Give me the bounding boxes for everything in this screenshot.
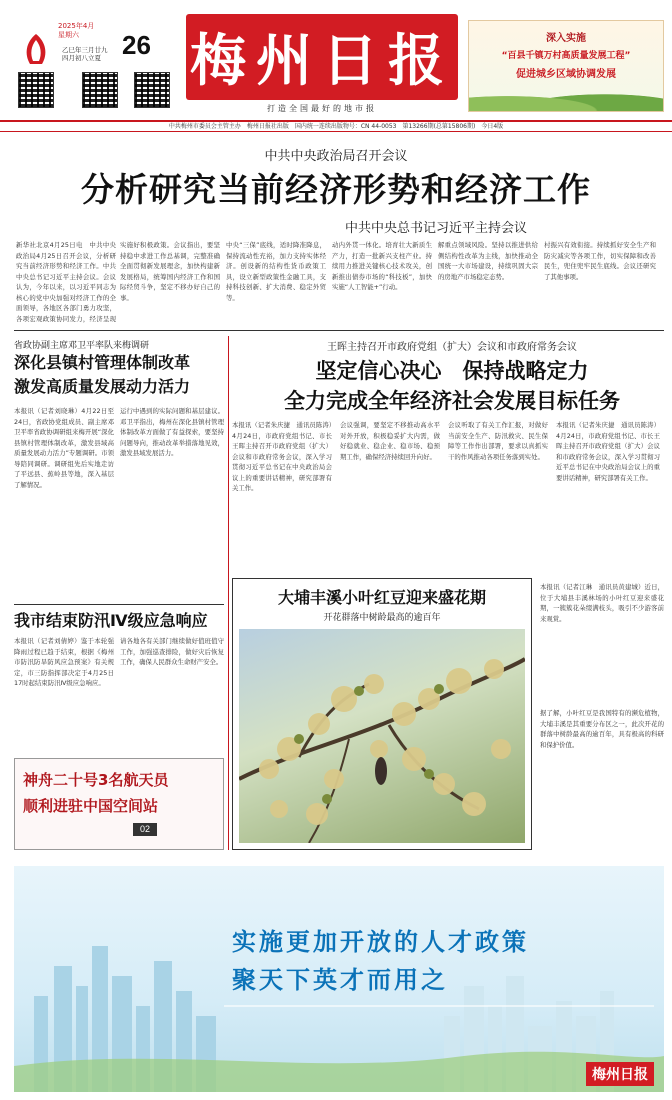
brand-watermark[interactable]: 梅州日报	[586, 1062, 654, 1086]
left-story-headline[interactable]: 深化县镇村管理体制改革	[14, 353, 191, 372]
section-divider	[14, 604, 224, 605]
lead-kicker: 中共中央政治局召开会议	[264, 149, 408, 164]
qr-code-icon[interactable]	[82, 72, 118, 108]
lead-headline[interactable]: 分析研究当前经济形势和经济工作	[81, 170, 591, 209]
masthead	[0, 0, 672, 130]
feature-body: 据了解，小叶红豆是我国特有的濒危植物，大埔丰溪是其重要分布区之一，此次开花的群落中树龄最高的逾百年，具有极高的科研和保护价值。	[540, 709, 664, 749]
column-divider	[228, 336, 229, 850]
banner-line: 实施更加开放的人才政策	[232, 928, 529, 956]
mid-headline-line: 全力完成全年经济社会发展目标任务	[284, 389, 620, 413]
mid-story-body: 会议强调，要坚定不移推动高水平对外开放，积极稳妥扩大内需，做好稳就业、稳企业、稳市场、稳预期工作，确保经济持续回升向好。	[340, 421, 440, 461]
feature-body: 本报讯（记者江琳 通讯员黄建城）近日，位于大埔县丰溪林场的小叶红豆迎来盛花期，一簇簇花朵缀满枝头，吸引不少游客前来观赏。	[540, 583, 664, 623]
mid-story-headline[interactable]	[232, 356, 672, 416]
feature-subhead: 开花群落中树龄最高的逾百年	[323, 613, 441, 623]
lead-body-column: 解重点领域风险。坚持以推进供给侧结构性改革为主线，加快推动全国统一大市场建设，持续巩固大宗的房地产市场稳定态势。	[438, 241, 538, 281]
issue-date: 2025年4月 星期六	[58, 22, 95, 39]
left-story-body: 本报讯（记者刘晓琳）4月22日至24日，省政协党组成员、副主席邓卫平率省政协调研组来梅开展“深化县镇村管理体制改革，激发县域高质量发展动力活力”专题调研。市领导陪同调研。调研组先后实地走访了平远县、蕉岭县等地，深入基层了解情况。	[14, 407, 114, 489]
promo-line: “百县千镇万村高质量发展工程”	[501, 51, 631, 61]
qr-code-icon[interactable]	[134, 72, 170, 108]
landscape-illustration	[469, 85, 663, 111]
shenzhou-promo-box[interactable]	[14, 758, 224, 850]
feature-story[interactable]	[232, 578, 532, 850]
banner-line: 聚天下英才而用之	[232, 966, 448, 994]
newspaper-slogan: 打造全国最好的地市报	[267, 104, 377, 113]
qr-code-icon[interactable]	[18, 72, 54, 108]
mid-story-body: 会议听取了有关工作汇报，对做好当前安全生产、防汛救灾、民生保障等工作作出部署，要求以真抓实干的作风推动各项任务落到实处。	[448, 421, 548, 461]
feature-photo[interactable]	[239, 629, 525, 843]
section-divider	[14, 330, 664, 331]
promo-line: 深入实施	[546, 33, 586, 44]
left-story-body: 运行中遇到的实际问题和基层建议。邓卫平指出，梅州在深化县镇村管理体制改革方面做了有益探索，要坚持问题导向，推动改革举措落地见效，激发县域发展活力。	[120, 407, 224, 457]
promo-line: 促进城乡区域协调发展	[516, 69, 616, 80]
lead-body-column: 实施好积极政策。会议指出，要坚持稳中求进工作总基调，完整准确全面贯彻新发展理念，加快构建新发展格局，统筹国内经济工作和国际经贸斗争，坚定不移办好自己的事。	[120, 241, 220, 302]
lead-body-column: 中央“三保”底线，适时降准降息，保持流动性充裕，加力支持实体经济。创设新的结构性货币政策工具，设立新型政策性金融工具，支持科技创新、扩大消费、稳定外贸等。	[226, 241, 326, 302]
lunar-date: 乙巳年三月廿九 四月初八立夏	[62, 46, 108, 63]
shenzhou-line: 神舟二十号3名航天员	[23, 771, 169, 789]
promo-banner[interactable]	[468, 20, 664, 112]
lead-body-column: 新华社北京4月25日电 中共中央政治局4月25日召开会议，分析研究当前经济形势和经济工作。中共中央总书记习近平主持会议。会议认为，今年以来，以习近平同志为核心的党中央加强对经济工作的全面领导，各地区各部门勇力攻坚，各项宏观政策协同发力，经济呈现	[16, 241, 116, 323]
mid-headline-line: 坚定信心决心 保持战略定力	[315, 359, 589, 383]
page-reference[interactable]: 02	[133, 823, 157, 836]
newspaper-title: 梅州日报	[186, 14, 458, 100]
lead-body-column: 动内外贯一体化。培育壮大新质生产力，打造一批新兴支柱产业。持续用力推进关键核心技术攻关，创新推出债券市场的“科技板”，加快实施“人工智能+”行动。	[332, 241, 432, 291]
shenzhou-line: 顺利进驻中国空间站	[23, 797, 159, 815]
feature-headline: 大埔丰溪小叶红豆迎来盛花期	[277, 588, 486, 607]
mid-story-kicker: 王晖主持召开市政府党组（扩大）会议和市政府常务会议	[327, 342, 577, 353]
blossom-branch-icon	[239, 629, 525, 843]
newspaper-logo-icon	[22, 32, 50, 66]
mid-story-body: 本报讯（记者朱庆捷 通讯员陈涛）4月24日，市政府党组书记、市长王晖主持召开市政府党组（扩大）会议和市政府常务会议，深入学习贯彻习近平总书记在中央政治局会议上的重要讲话精神，研究部署有关工作。	[556, 421, 660, 482]
issue-day: 26	[122, 30, 151, 60]
left-story-headline[interactable]: 激发高质量发展动力活力	[14, 377, 191, 396]
talent-policy-banner[interactable]	[14, 866, 664, 1092]
lead-subhead: 中共中央总书记习近平主持会议	[344, 221, 527, 236]
lead-body-column: 村振兴有效衔接。持续抓好安全生产和防灾减灾等各项工作，切实保障和改善民生，兜住兜牢民生底线。会议还研究了其他事项。	[544, 241, 656, 281]
left-story-kicker: 省政协副主席邓卫平率队来梅调研	[14, 341, 150, 351]
mid-story-body: 本报讯（记者朱庆捷 通讯员陈涛）4月24日，市政府党组书记、市长王晖主持召开市政府党组（扩大）会议和市政府常务会议，深入学习贯彻习近平总书记在中央政治局会议上的重要讲话精神，研究部署有关工作。	[232, 421, 332, 492]
flood-story-body: 本报讯（记者刘倩婷）鉴于本轮强降雨过程已趋于结束，根据《梅州市防汛防旱防风应急预案》有关规定，市三防指挥部决定于4月25日17时起结束防汛Ⅳ级应急响应。	[14, 637, 114, 687]
imprint-line: 中共梅州市委员会主管主办 梅州日报社出版 国内统一连续出版物号：CN 44-0053 第13266期(总第15806期) 今日4版	[0, 120, 672, 132]
flood-story-body: 请各地各有关部门继续做好值班值守工作，加强巡查排险，做好灾后恢复工作，确保人民群众生命财产安全。	[120, 637, 224, 666]
flood-story-headline[interactable]: 我市结束防汛Ⅳ级应急响应	[14, 611, 208, 630]
